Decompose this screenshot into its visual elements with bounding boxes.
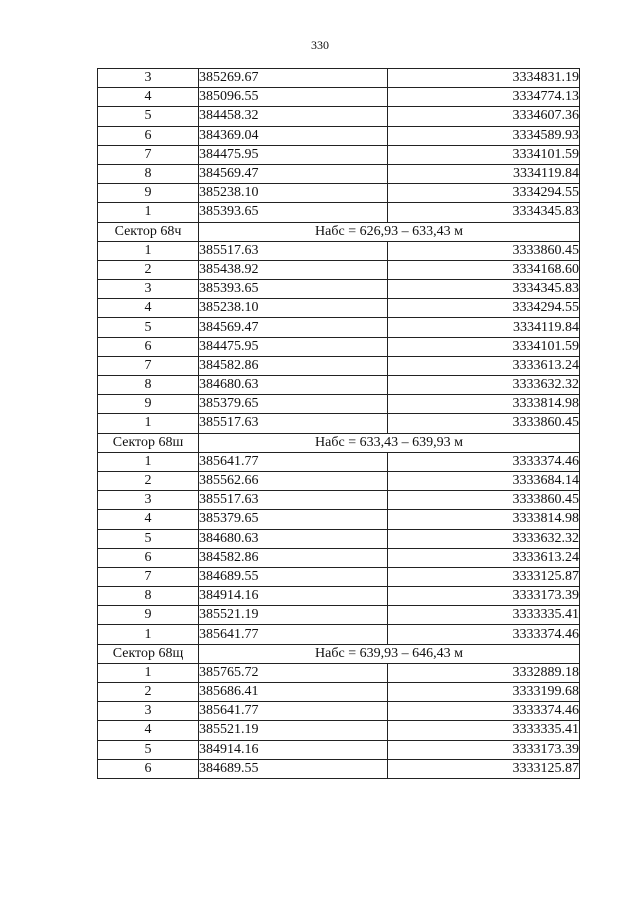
coordinate-x: 385641.77	[199, 452, 388, 471]
coordinate-x: 385238.10	[199, 299, 388, 318]
point-number: 1	[98, 663, 199, 682]
coordinate-x: 385393.65	[199, 203, 388, 222]
table-row	[98, 606, 580, 625]
coordinate-x: 385517.63	[199, 491, 388, 510]
coordinates-table-body	[98, 69, 580, 779]
coordinate-y: 3334589.93	[388, 126, 580, 145]
coordinate-y: 3333613.24	[388, 356, 580, 375]
coordinate-x: 385641.77	[199, 702, 388, 721]
table-row	[98, 260, 580, 279]
point-number: 5	[98, 740, 199, 759]
coordinate-x: 385379.65	[199, 395, 388, 414]
point-number: 6	[98, 759, 199, 778]
point-number: 9	[98, 606, 199, 625]
table-row	[98, 337, 580, 356]
table-row	[98, 510, 580, 529]
coordinate-x: 385517.63	[199, 241, 388, 260]
sector-name: Сектор 68ч	[98, 222, 199, 241]
coordinate-x: 385641.77	[199, 625, 388, 644]
point-number: 2	[98, 683, 199, 702]
table-row	[98, 567, 580, 586]
coordinate-y: 3332889.18	[388, 663, 580, 682]
coordinate-y: 3334774.13	[388, 88, 580, 107]
point-number: 4	[98, 510, 199, 529]
table-row	[98, 491, 580, 510]
point-number: 4	[98, 299, 199, 318]
point-number: 8	[98, 376, 199, 395]
coordinate-y: 3334831.19	[388, 69, 580, 88]
coordinate-y: 3333613.24	[388, 548, 580, 567]
coordinate-x: 385517.63	[199, 414, 388, 433]
coordinate-y: 3333374.46	[388, 452, 580, 471]
table-row	[98, 759, 580, 778]
coordinate-y: 3333199.68	[388, 683, 580, 702]
table-row	[98, 184, 580, 203]
coordinate-x: 384689.55	[199, 567, 388, 586]
point-number: 2	[98, 260, 199, 279]
coordinate-x: 385379.65	[199, 510, 388, 529]
coordinate-y: 3334294.55	[388, 184, 580, 203]
point-number: 6	[98, 337, 199, 356]
point-number: 7	[98, 567, 199, 586]
coordinate-x: 385096.55	[199, 88, 388, 107]
coordinate-y: 3334345.83	[388, 280, 580, 299]
point-number: 3	[98, 491, 199, 510]
coordinate-y: 3333860.45	[388, 491, 580, 510]
coordinate-y: 3333814.98	[388, 395, 580, 414]
coordinate-x: 384582.86	[199, 548, 388, 567]
table-row	[98, 471, 580, 490]
coordinate-x: 384369.04	[199, 126, 388, 145]
point-number: 7	[98, 145, 199, 164]
table-row	[98, 299, 580, 318]
point-number: 5	[98, 529, 199, 548]
point-number: 8	[98, 587, 199, 606]
coordinate-y: 3333374.46	[388, 702, 580, 721]
coordinate-y: 3333860.45	[388, 414, 580, 433]
sector-height-range: Набс = 633,43 – 639,93 м	[199, 433, 580, 452]
table-row	[98, 145, 580, 164]
sector-height-range: Набс = 639,93 – 646,43 м	[199, 644, 580, 663]
table-row	[98, 318, 580, 337]
coordinate-x: 385765.72	[199, 663, 388, 682]
table-row	[98, 164, 580, 183]
coordinate-x: 384475.95	[199, 337, 388, 356]
coordinate-y: 3334101.59	[388, 337, 580, 356]
coordinate-x: 384689.55	[199, 759, 388, 778]
table-row	[98, 241, 580, 260]
coordinate-x: 384569.47	[199, 164, 388, 183]
point-number: 5	[98, 107, 199, 126]
point-number: 3	[98, 69, 199, 88]
table-row	[98, 126, 580, 145]
point-number: 1	[98, 452, 199, 471]
table-row	[98, 702, 580, 721]
coordinate-x: 385438.92	[199, 260, 388, 279]
point-number: 3	[98, 702, 199, 721]
point-number: 5	[98, 318, 199, 337]
point-number: 4	[98, 88, 199, 107]
coordinate-x: 384569.47	[199, 318, 388, 337]
coordinate-y: 3333125.87	[388, 567, 580, 586]
coordinate-y: 3333684.14	[388, 471, 580, 490]
coordinate-y: 3333632.32	[388, 376, 580, 395]
coordinate-x: 385562.66	[199, 471, 388, 490]
coordinate-x: 385238.10	[199, 184, 388, 203]
point-number: 1	[98, 241, 199, 260]
point-number: 9	[98, 395, 199, 414]
coordinate-x: 385521.19	[199, 606, 388, 625]
sector-name: Сектор 68щ	[98, 644, 199, 663]
table-row	[98, 356, 580, 375]
table-row	[98, 88, 580, 107]
coordinate-y: 3333860.45	[388, 241, 580, 260]
coordinate-x: 384582.86	[199, 356, 388, 375]
coordinate-x: 384680.63	[199, 529, 388, 548]
coordinate-y: 3333335.41	[388, 721, 580, 740]
table-row	[98, 625, 580, 644]
coordinate-y: 3334168.60	[388, 260, 580, 279]
coordinate-x: 385521.19	[199, 721, 388, 740]
coordinate-y: 3334119.84	[388, 318, 580, 337]
table-row	[98, 721, 580, 740]
point-number: 2	[98, 471, 199, 490]
page-number: 330	[311, 38, 329, 52]
sector-height-range: Набс = 626,93 – 633,43 м	[199, 222, 580, 241]
point-number: 7	[98, 356, 199, 375]
coordinate-x: 385269.67	[199, 69, 388, 88]
coordinate-x: 385393.65	[199, 280, 388, 299]
table-row	[98, 529, 580, 548]
coordinates-table	[97, 68, 580, 779]
sector-header-row	[98, 433, 580, 452]
coordinate-y: 3333125.87	[388, 759, 580, 778]
table-row	[98, 395, 580, 414]
table-row	[98, 376, 580, 395]
table-row	[98, 203, 580, 222]
table-row	[98, 69, 580, 88]
sector-name: Сектор 68ш	[98, 433, 199, 452]
coordinate-y: 3333814.98	[388, 510, 580, 529]
coordinate-y: 3333335.41	[388, 606, 580, 625]
coordinate-y: 3334345.83	[388, 203, 580, 222]
coordinate-y: 3334294.55	[388, 299, 580, 318]
point-number: 3	[98, 280, 199, 299]
coordinate-y: 3333632.32	[388, 529, 580, 548]
sector-header-row	[98, 222, 580, 241]
coordinate-x: 384475.95	[199, 145, 388, 164]
point-number: 9	[98, 184, 199, 203]
point-number: 8	[98, 164, 199, 183]
point-number: 6	[98, 126, 199, 145]
point-number: 1	[98, 203, 199, 222]
coordinate-x: 384680.63	[199, 376, 388, 395]
coordinate-y: 3334101.59	[388, 145, 580, 164]
coordinate-x: 384458.32	[199, 107, 388, 126]
table-row	[98, 548, 580, 567]
coordinate-x: 384914.16	[199, 587, 388, 606]
point-number: 1	[98, 625, 199, 644]
table-row	[98, 280, 580, 299]
coordinate-x: 385686.41	[199, 683, 388, 702]
table-row	[98, 683, 580, 702]
table-row	[98, 740, 580, 759]
table-row	[98, 414, 580, 433]
coordinate-y: 3333374.46	[388, 625, 580, 644]
coordinate-y: 3334119.84	[388, 164, 580, 183]
table-row	[98, 587, 580, 606]
coordinate-y: 3333173.39	[388, 587, 580, 606]
point-number: 4	[98, 721, 199, 740]
table-row	[98, 663, 580, 682]
sector-header-row	[98, 644, 580, 663]
coordinate-x: 384914.16	[199, 740, 388, 759]
coordinate-y: 3334607.36	[388, 107, 580, 126]
point-number: 6	[98, 548, 199, 567]
table-row	[98, 107, 580, 126]
table-row	[98, 452, 580, 471]
point-number: 1	[98, 414, 199, 433]
coordinate-y: 3333173.39	[388, 740, 580, 759]
